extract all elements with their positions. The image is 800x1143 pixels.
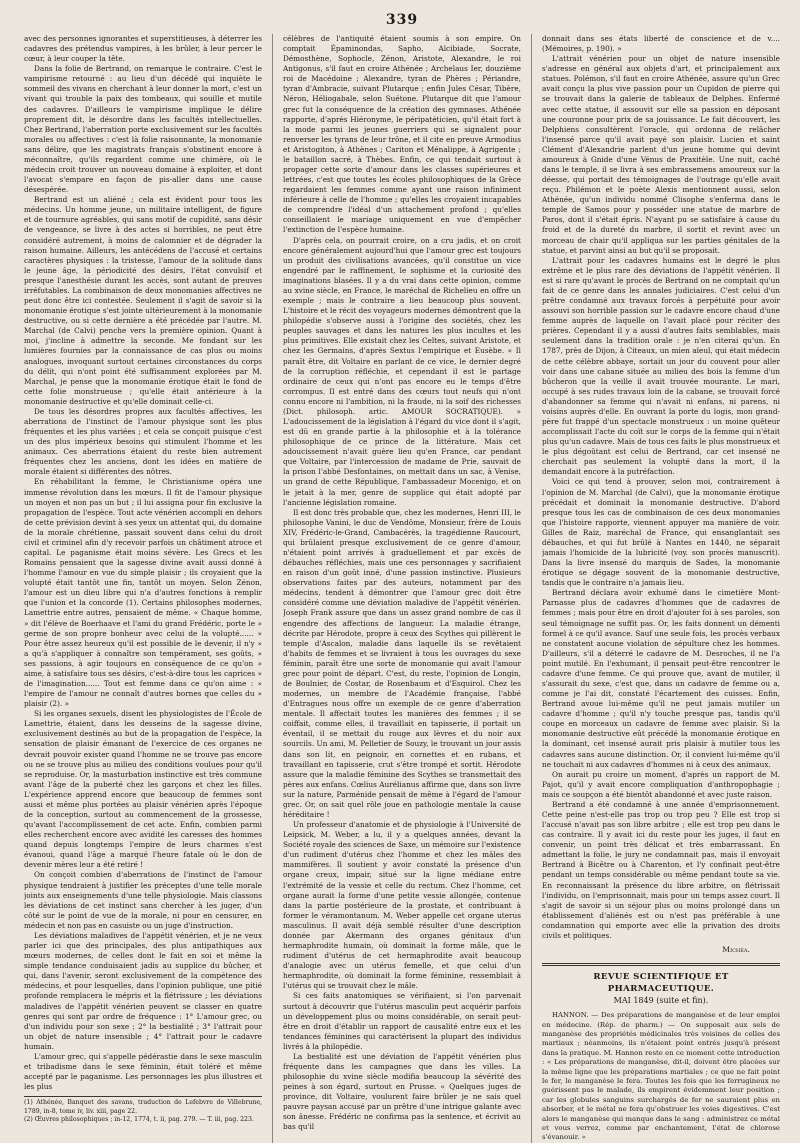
section-rule — [542, 963, 780, 964]
author-signature: Michéa. — [722, 945, 750, 955]
paragraph: Bertrand déclara avoir exhumé dans le cimetière Mont-Parnasse plus de cadavres d'hommes que de cadavres de femmes ; mais pour être en droit d'ajouter foi à ses paroles, son seul témoignage ne suffit pas. Or, les faits donnent un démenti formel à ce qu'il avance. Sauf une seule fois, les procès verbaux ne constatent aucune violation de sépulture chez les hommes. D'ailleurs, s'il a déterré le cadavre de M. Desroches, il ne l'a point mutilé. En l'exhumant, il pensait peut-être rencontrer le cadavre d'une femme. Ce qui prouve que, avant de mutiler, il s'assurait du sexe, c'est que, dans un cadavre de femme ou a, comme je l'ai dit, constaté l'écartement des cuisses. Enfin, Bertrand avoue lui-même qu'il ne peut jamais mutiler un cadavre d'homme ; qu'il n'y touche presque pas, tandis qu'il coupe en morceaux un cadavre de femme avec plaisir. Si la monomanie destructive eût précédé la monomanie érotique en la dominant, cet insensé aurait pris plaisir à mutiler tous les cadavres sans aucune distinction. Or, il convient lui-même qu'il ne touchait ni aux cadavres d'hommes ni à ceux des animaux. — [542, 588, 780, 769]
paragraph: En réhabilitant la femme, le Christianisme opéra une immense révolution dans les mœurs. Il fit de l'amour physique un moyen et non pas un but ; il lui assigna pour fin exclusive la propagation de l'espèce. Tout acte vénérien accompli en dehors de cette prévision devint à ses yeux un attentat qui, du domaine de la morale chrétienne, passait souvent dans celui du droit civil et criminel afin d'y recevoir parfois un châtiment atroce et capital. Le paganisme était moins sévère. Les Grecs et les Romains pensaient que la sagesse divine avait aussi donné à l'homme l'amour en vue du simple plaisir ; ils croyaient que la volupté était tantôt une fin, tantôt un moyen. Selon Zénon, l'amour est un dieu libre qui n'a d'autres fonctions à remplir que l'union et la concorde (1). Certains philosophes modernes, Lamettrie entre autres, pensaient de même. « Chaque homme, » dit l'élève de Boerhaave et l'ami du grand Frédéric, porte le » germe de son propre bonheur avec celui de la volupté...... » Pour être assez heureux qu'il est possible de le devenir, il n'y » a qu'à s'appliquer à connaître son tempérament, ses goûts, » ses passions, à agir toujours en conséquence de ce qu'on » aime, à satisfaire tous ses désirs, c'est-à-dire tous les caprices » de l'imagination...... Tout est femme dans ce qu'on aime : » l'empire de l'amour ne connaît d'autres bornes que celles du » plaisir (2). » — [24, 477, 262, 709]
section-date: MAI 1849 (suite et fin). — [613, 996, 709, 1006]
paragraph: Les déviations maladives de l'appétit vénérien, et je ne veux parler ici que des principales, des plus antipathiques aux mœurs modernes, de celles dont le fait en soi et même la simple tendance conduisaient jadis au supplice du bûcher, et qui, dans l'avenir, seront exclusivement de la compétence des médecins, et pour lesquelles, dans l'opinion publique, une pitié profonde remplacera le mépris et la flétrissure ; les déviations maladives de l'appétit vénérien peuvent se classer en quatre genres qui sont par ordre de fréquence : 1° L'amour grec, ou d'un individu pour son sexe ; 2° la bestialité ; 3° l'attrait pour un objet de nature insensible ; 4° l'attrait pour le cadavre humain. — [24, 930, 262, 1051]
right-paragraphs — [542, 34, 780, 941]
left-paragraphs — [24, 34, 262, 1092]
column-right — [542, 34, 780, 1143]
paragraph: Bertrand est un aliéné ; cela est évident pour tous les médecins. Un homme jeune, un militaire intelligent, de figure et de tournure agréables, qui sans motif de cupidité, sans désir de vengeance, se livre à des actes si horribles, ne peut être considéré autrement, à moins de calomnier et de dégrader la raison humaine. Ailleurs, les antécédens de l'accusé et certains caractères physiques : la tristesse, l'amour de la solitude dans le jeune âge, la périodicité des désirs, l'état convulsif et presque l'anesthésie durant les accès, sont autant de preuves irréfutables. La combinaison de deux monomanies affectives ne peut donc être ici contestée. Seulement il s'agit de savoir si la monomanie érotique s'est jointe ultérieurement à la monomanie destructive, ou si cette dernière a été précédée par l'autre. M. Marchal (de Calvi) penche vers la première opinion. Quant à moi, j'incline à admettre la seconde. Me fondant sur les lumières fournies par la connaissance de cas plus ou moins analogues, invoquant surtout certaines circonstances du corps du délit, qui n'ont point été suffisamment explorées par M. Marchal, je pense que la monomanie érotique était le fond de cette folie monstrueuse ; qu'elle était antérieure à la monomanie destructive et qu'elle dominait celle-ci. — [24, 195, 262, 406]
paragraph: L'attrait vénérien pour un objet de nature insensible s'adresse en général aux objets d'art, et principalement aux statues. Polémon, s'il faut en croire Athénée, assure qu'un Grec avait conçu la plus vive passion pour un Cupidon de pierre qui se trouvait dans la galerie de tableaux de Delphes. Enfermé avec cette statue, il assouvit sur elle sa passion en déposant une couronne pour prix de sa jouissance. Le fait découvert, les Delphiens consultèrent l'oracle, qui ordonna de relâcher l'insensé parce qu'il avait payé son plaisir. Lucien et saint Clément d'Alexandrie parlent d'un jeune homme qui devint amoureux à Gnide d'une Vénus de Praxitèle. Une nuit, caché dans le temple, il se livra à ses embrassemens amoureux sur la déesse, qui portait des témoignages de l'outrage qu'elle avait reçu. Philémon et le poète Alexis mentionnent aussi, selon Athénée, qu'un individu nommé Clisophe s'enferma dans le temple de Samos pour y posséder une statue de marbre de Paros, dont il s'était épris. N'ayant pu se satisfaire à cause du froid et de la dureté du marbre, il sortit et revint avec un morceau de chair qu'il appliqua sur les parties génitales de la statue, et parvint ainsi au but qu'il se proposait. — [542, 54, 780, 255]
column-divider — [531, 34, 532, 1143]
middle-paragraphs — [283, 34, 521, 1133]
paragraph: Voici ce qui tend à prouver, selon moi, contrairement à l'opinion de M. Marchal (de Calvi), que la monomanie érotique précédait et dominait la monomanie destructive. D'abord presque tous les cas de combinaison de ces deux monomanies que l'histoire rapporte, viennent appuyer ma manière de voir. Gilles de Raiz, maréchal de France, qui ensanglantait ses débauches, et qui fut brûlé à Nantes en 1440, ne séparait jamais l'homicide de la lubricité (voy. son procès manuscrit). Dans la livre insensé du marquis de Sades, la monomanie érotique se dégage souvent de la monomanie destructive, tandis que le contraire n'a jamais lieu. — [542, 477, 780, 588]
page-number: 339 — [385, 12, 419, 28]
paragraph: Il est donc très probable que, chez les modernes, Henri III, le philosophe Vanini, le duc de Vendôme, Monsieur, frère de Louis XIV, Frédéric-le-Grand, Cambacérès, la tragédienne Raucourt, qui brûlaient presque exclusivement de ce genre d'amour, n'étaient point arrivés à graduellement et par excès de débauches réfléchies, mais une ces personnages y sacrifiaient en raison d'un goût inné, d'une passion instinctive. Plusieurs observations faites par des auteurs, notamment par des médecins, tendent à démontrer que l'amour grec doit être considéré comme une déviation maladive de l'appétit vénérien. Joseph Frank assure que dans un assez grand nombre de cas il engendre des affections de langueur. La maladie étrange, décrite par Hérodote, propre à ceux des Scythes qui pillèrent le temple d'Ascalon, maladie dans laquelle ils se revêtaient d'habits de femmes et se livraient à tous les ouvrages du sexe féminin, paraît être une sorte de monomanie qui avait l'amour grec pour point de départ. C'est, du reste, l'opinion de Longin, de Boulnier, de Costar, de Rosenbaum et d'Esquirol. Chez les modernes, un membre de l'Académie française, l'abbé d'Entragues nous offre un exemple de ce genre d'aberration mentale. Il affectait toutes les manières des femmes ; il se coiffait, comme elles, il travaillait en tapisserie, il portait un éventail, il se mettait du rouge aux lèvres et du noir aux sourcils. Un ami, M. Pelletier de Souzy, le trouvant un jour assis dans son lit, en peignoir, en cornettes et en rubans, et travaillant en tapisserie, crut s'être trompé et sortit. Hérodote assure que la maladie féminine des Scythes se transmettait des pères aux enfans. Cœlius Aurélianus affirme que, dans son livre sur la nature, Parménide pensait de même à l'égard de l'amour grec. Or, on sait quel rôle joue en pathologie mentale la cause héréditaire ! — [283, 507, 521, 820]
paragraph: L'amour grec, qui s'appelle pédérastie dans le sexe masculin et tribadisme dans le sexe féminin, était toléré et même accepté par le paganisme. Les personnages les plus illustres et les plus — [24, 1051, 262, 1092]
footnote: (2) Œuvres philosophiques ; in-12, 1774, t. ii, pag. 279. — T. iii, pag. 223. — [24, 1116, 254, 1124]
paragraph: Un professeur d'anatomie et de physiologie à l'Université de Leipsick, M. Weber, a lu, il y a quelques années, devant la Société royale des sciences de Saxe, un mémoire sur l'existence d'un rudiment d'utérus chez l'homme et chez les mâles des mammifères. Il soutient y avoir constaté la présence d'un organe creux, impair, situé sur la ligne médiane entre l'extrémité de la vessie et celle du rectum. Chez l'homme, cet organe aurait la forme d'une petite vessie allongée, contenue dans la partie postérieure de la prostate, et contribuant à former le véramontanum. M. Weber appelle cet organe uterus masculinus. Il avait déjà semblé résulter d'une description donnée par Akermann des organes génitaux d'un hermaphrodite humain, où dominait la forme mâle, que le rudiment d'utérus de cet hermaphrodite avait beaucoup d'analogie avec un utérus femelle, et que celui d'un hermaphrodite, où dominait la forme féminine, ressemblait à l'utérus qui se trouvait chez le mâle. — [283, 820, 521, 991]
paragraph: On aurait pu croire un moment, d'après un rapport de M. Pajot, qu'il y avait encore compliquation d'anthropophagie ; mais ce soupçon a été bientôt abandonné et avec juste raison. — [542, 769, 780, 799]
column-left — [24, 34, 262, 1143]
footnotes — [24, 1096, 262, 1124]
paragraph: avec des personnes ignorantes et superstitieuses, à déterrer les cadavres des prétendus vampires, à les brûler, à leur percer le cœur, à leur couper la tête. — [24, 34, 262, 64]
paragraph: Si les organes sexuels, disent les physiologistes de l'École de Lamettrie, étaient, dans les desseins de la sagesse divine, exclusivement destinés au but de la propagation de l'espèce, la sensation de plaisir émanant de l'exercice de ces organes ne devrait pouvoir exister quand l'homme ne se trouve pas encore ou ne se trouve plus au milieu des conditions voulues pour qu'il se reproduise. Or, la masturbation instinctive est très commune avant l'âge de la puberté chez les garçons et chez les filles. L'expérience apprend encore que beaucoup de femmes sont aussi et même plus portées au plaisir vénérien après l'époque de la conception, surtout au commencement de la grossesse, qu'avant l'accomplissement de cet acte. Enfin, combien parmi elles recherchent encore avec avidité les caresses des hommes quand depuis longtemps l'empire de leurs charmes s'est évanoui, quand l'âge a marqué l'heure fatale où le don de devenir mères leur a été retiré ! — [24, 709, 262, 870]
paragraph: On conçoit combien d'aberrations de l'instinct de l'amour physique tendraient à justifier les préceptes d'une telle morale joints aux enseignements d'une telle physiologie. Mais classons les déviations de cet instinct sans chercher à les juger, d'un côté sur le point de vue de la morale, ni pour en censurer, en médecin et non pas en casuiste ou un juge d'instruction. — [24, 870, 262, 930]
text-columns — [24, 34, 780, 1143]
section-paragraph: HANNON. — Des préparations de manganèse et de leur emploi en médecine. (Rép. de pharm.) — On supposait aux sels de manganèse des propriétés médicinales très voisines de celles des martiaux ; néanmoins, ils n'étaient point entrés jusqu'à présent dans la pratique. M. Hannon reste en ce moment cette introduction : « Les préparations de manganèse, dit-il, doivent être placées sur la même ligne que les préparations martiales ; ce que ne fait point le fer, le manganèse le fera. Toutes les fois que les ferrugineux ne guérissent pas le malade, ils empirent évidemment leur position ; car les globules sanguins surchargés de fer ne sauraient plus en absorber, et le métal ne fera qu'obstruer les voies digestives. C'est alors le manganèse qui manque dans le sang : administrez ce métal et vous verrez, comme par enchantement, l'état de chlorose s'évanouir. » — [542, 1011, 780, 1142]
paragraph: célèbres de l'antiquité étaient soumis à son empire. On comptait Épaminondas, Sapho, Alcibiade, Socrate, Démosthène, Sophocle, Zénon, Aristote, Alexandre, le roi Antigonus, s'il faut en croire Athénée ; Archelaus Ier, douzième roi de Macédoine ; Alexandre, tyran de Phères ; Périandre, tyran d'Ambracie, suivant Plutarque ; enfin Jules César, Tibère, Néron, Héliogabale, selon Suétone. Plutarque dit que l'amour grec fut la conséquence de la création des gymnases. Athénée rapporte, d'après Hiéronyme, le péripatéticien, qu'il était fort à la mode parmi les jeunes guerriers qui se signalent pour renverser les tyrans de leur trône, et il cite en preuve Armodius et Aristogiton, à Athènes ; Cariton et Ménalippe, à Agrigente ; le bataillon sacré, à Thèbes. Enfin, ce qui tendait surtout à propager cette sorte d'amour dans les classes supérieures et lettrées, c'est que toutes les écoles philosophiques de la Grèce regardaient les femmes comme ayant une raison infiniment inférieure à celle de l'homme ; qu'elles les croyaient incapables de comprendre l'idéal d'un attachement profond ; qu'elles conseillaient le mariage uniquement en vue d'empêcher l'extinction de l'espèce humaine. — [283, 34, 521, 235]
paragraph: L'attrait pour les cadavres humains est le degré le plus extrême et le plus rare des déviations de l'appétit vénérien. Il est si rare qu'avant le procès de Bertrand on ne comptait qu'un fait de ce genre dans les annales judiciaires. C'est celui d'un prêtre condamné aux travaux forcés à perpétuité pour avoir assouvi son horrible passion sur le cadavre encore chaud d'une femme auprès de laquelle on l'avait placé pour réciter des prières. Cependant il y a aussi d'autres faits semblables, mais seulement dans la tradition orale : je n'en citerai qu'un. En 1787, près de Dijon, à Citeaux, un mien aïeul, qui était médecin de cette célèbre abbaye, sortait un jour du couvent pour aller voir dans une cabane située au milieu des bois la femme d'un bûcheron que la veille il avait trouvée mourante. Le mari, occupé à ses rudes travaux loin de la cabane, se trouvait forcé d'abandonner sa femme qui n'avait ni enfans, ni parens, ni voisins auprès d'elle. En ouvrant la porte du logis, mon grand-père fut frappé d'un spectacle monstrueux : un moine quêteur accomplissait l'acte du coït sur le corps de la femme qui n'était plus qu'un cadavre. Mais de tous ces faits le plus monstrueux et le plus dégoûtant est celui de Bertrand, car cet insensé ne cherchait pas seulement la volupté dans la mort, il la demandait encore à la putréfaction. — [542, 255, 780, 477]
column-divider — [272, 34, 273, 1143]
footnote: (1) Athénée, Banquet des savans, traduction de Lefebvre de Villebrune, 1789, in-8, tome iv, liv. xiii, page 22. — [24, 1099, 262, 1115]
paragraph: La bestialité est une déviation de l'appétit vénérien plus fréquente dans les campagnes que dans les villes. La philosophie du xvine siècle modifia beaucoup la sévérité des peines à son égard, surtout en Prusse. « Quelques juges de province, dit Voltaire, voulurent faire brûler je ne sais quel pauvre paysan accusé par un prêtre d'une intrigue galante avec son ânesse. Frédéric ne confirma pas la sentence, et écrivit au bas qu'il — [283, 1051, 521, 1132]
column-middle — [283, 34, 521, 1143]
paragraph: Bertrand a été condamné à une année d'emprisonnement. Cette peine n'est-elle pas trop ou trop peu ? Elle est trop si l'accusé n'avait pas son libre arbitre ; elle est trop peu dans le cas contraire. Il y avait ici du reste pour les juges, il faut en convenir, un point très délicat et très embarrassant. En admettant la folie, le jury ne condamnait pas, mais il envoyait Bertrand à Bicêtre ou à Charenton, et l'y confinait peut-être pendant un temps considérable ou même pendant toute sa vie. En reconnaissant la présence du libre arbitre, on flétrissait l'individu, on l'emprisonnait, mais pour un temps assez court. Il s'agit de savoir si un séjour plus ou moins prolongé dans un établissement d'aliénés est ou n'est pas préférable à une condamnation qui emporte avec elle la privation des droits civils et politiques. — [542, 799, 780, 940]
section-title: REVUE SCIENTIFIQUE ET PHARMACEUTIQUE. — [593, 972, 729, 995]
paragraph: De tous les désordres propres aux facultés affectives, les aberrations de l'instinct de l'amour physique sont les plus fréquentes et les plus variées ; et cela se conçoit puisque c'est un des plus impérieux besoins qui stimulent l'homme et les animaux. Ces aberrations étaient du reste bien autrement fréquentes chez les anciens, dont les idées en matière de morale étaient si différentes des nôtres. — [24, 406, 262, 477]
paragraph: Dans la folie de Bertrand, on remarque le contraire. C'est le vampirisme retourné : au lieu d'un décédé qui inquiète le sommeil des vivans en cherchant à leur donner la mort, c'est un vivant qui trouble la paix des tombeaux, qui souille et mutile des cadavres. D'ailleurs le vampirisme implique le délire proprement dit, le désordre dans les facultés intellectuelles. Chez Bertrand, l'aberration porte exclusivement sur les facultés morales ou affectives : c'est là folie raisonnante, la monomanie sans délire, que les magistrats français s'obstinent encore à méconnaître, qu'ils regardent comme une chimère, où le médecin croit trouver un nouveau domaine à exploiter, et dont l'avocat s'empare en façon de pis-aller dans une cause désespérée. — [24, 64, 262, 195]
paragraph: D'après cela, on pourrait croire, on a cru jadis, et on croit encore généralement aujourd'hui que l'amour grec est toujours un produit des civilisations avancées, qu'il constitue un vice engendré par le raffinement, le sophisme et la curiosité des imaginations blasées. Il y a du vrai dans cette opinion, comme au xvine siècle, en France, le maréchal de Richelieu en offre un exemple ; mais le contraire a lieu beaucoup plus souvent. L'histoire et le récit des voyageurs modernes démontrent que la philopédie s'observe aussi à l'origine des sociétés, chez les peuples sauvages et dans les natures les plus incultes et les plus primitives. Elle existait chez les Celtes, suivant Aristote, et chez les Germains, d'après Sextus l'empirique et Eusèbe. « Il paraît être, dit Voltaire en parlant de ce vice, le dernier degré de la corruption réfléchie, et cependant il est le partage ordinaire de ceux qui n'ont pas encore eu le temps d'être corrompus. Il est entré dans des cœurs tout neufs qui n'ont connu encore ni l'ambition, ni la fraude, ni la soif des richesses (Dict. philosoph. artic. AMOUR SOCRATIQUE). » L'adoucissement de la législation à l'égard du vice dont il s'agit, est dû en grande partie à la philosophie et à la tolérance philosophique de ce prince de la littérature. Mais cet adoucissement n'avait guère lieu qu'en France, car pendant que Voltaire, par l'intercession de madame de Prie, sauvait de la prison l'abbé Desfontaines, on mettait dans un sac, à Venise, un grand de cette République, l'ambassadeur Mocenigo, et on le jetait à la mer, genre de supplice qui était adopté par l'ancienne législation romaine. — [283, 235, 521, 507]
paragraph: Si ces faits anatomiques se vérifiaient, si l'on parvenait surtout à découvrir que l'utérus masculin peut acquérir parfois un développement plus ou moins considérable, on serait peut-être en droit d'établir un rapport de causalité entre eux et les tendances féminines qui caractérisent la plupart des individus livrés à la philopédie. — [283, 991, 521, 1051]
paragraph: donnait dans ses états liberté de conscience et de v.... (Mémoires, p. 190). » — [542, 34, 780, 54]
section-rule — [542, 965, 780, 966]
